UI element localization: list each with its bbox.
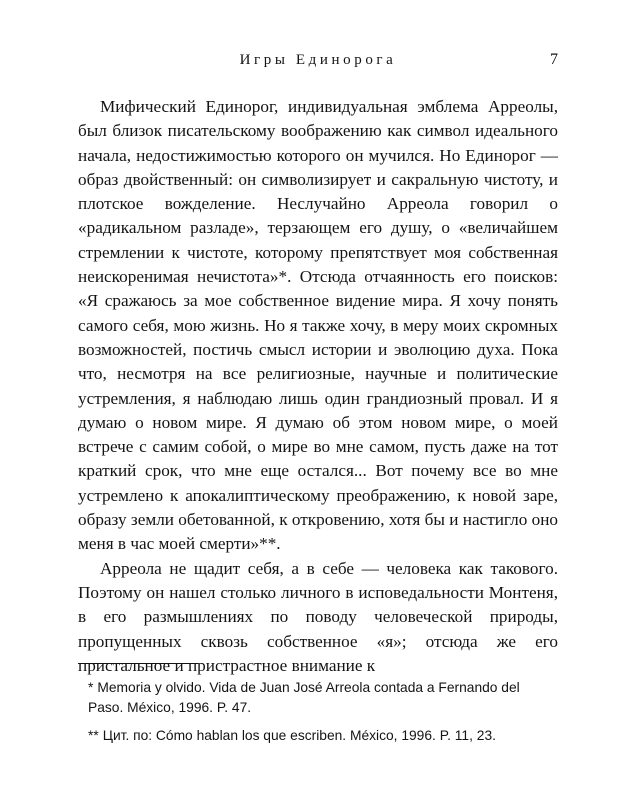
paragraph-1: Мифический Единорог, индивидуальная эмблема Арреолы, был близок писательскому воображению как символ идеального начала, недостижимостью которого он мучился. Но Единорог — образ двойственный: он символизирует и сакральную чистоту, и плотское вожделение. Неслучайно Арреола говорил о «радикальном разладе», терзающем его душу, о «величайшем стремлении к чистоте, которому препятствует моя собственная неискоренимая нечистота»*. Отсюда отчаянность его поисков: «Я сражаюсь за мое собственное видение мира. Я хочу понять самого себя, мою жизнь. Но я также хочу, в меру моих скромных возможностей, постичь смысл истории и эволюцию духа. Пока что, несмотря на все религиозные, научные и политические устремления, я наблюдаю лишь один грандиозный провал. И я думаю о новом мире. Я думаю об этом новом мире, о моей встрече с самим собой, о мире во мне самом, пусть даже на тот краткий срок, что мне еще остался... Вот почему все во мне устремлено к апокалиптическому преображению, к новой заре, образу земли обетованной, к откровению, хотя бы и настигло оно меня в час моей смерти»**. bbox=[78, 97, 558, 554]
footnotes bbox=[78, 678, 558, 754]
body-text bbox=[78, 95, 558, 678]
running-head bbox=[78, 50, 558, 72]
page-number: 7 bbox=[550, 51, 558, 68]
footnote-2-text: Цит. по: Cómo hablan los que escriben. México, 1996. P. 11, 23. bbox=[102, 728, 496, 743]
running-title: Игры Единорога bbox=[239, 52, 397, 68]
footnote-2-mark: ** bbox=[88, 728, 99, 743]
paragraph-2: Арреола не щадит себя, а в себе — человека как такового. Поэтому он нашел столько личного в исповедальности Монтеня, в его размышлениях по поводу человеческой природы, пропущенных сквозь собственное «я»; отсюда же его пристальное и пристрастное внимание к bbox=[78, 558, 558, 675]
footnote-1 bbox=[78, 678, 558, 718]
footnote-divider bbox=[78, 663, 198, 664]
footnote-2 bbox=[78, 726, 558, 746]
footnote-1-text: Memoria y olvido. Vida de Juan José Arreola contada a Fernando del Paso. México, 1996. P. 47. bbox=[88, 680, 520, 715]
footnote-1-mark: * bbox=[88, 680, 94, 695]
